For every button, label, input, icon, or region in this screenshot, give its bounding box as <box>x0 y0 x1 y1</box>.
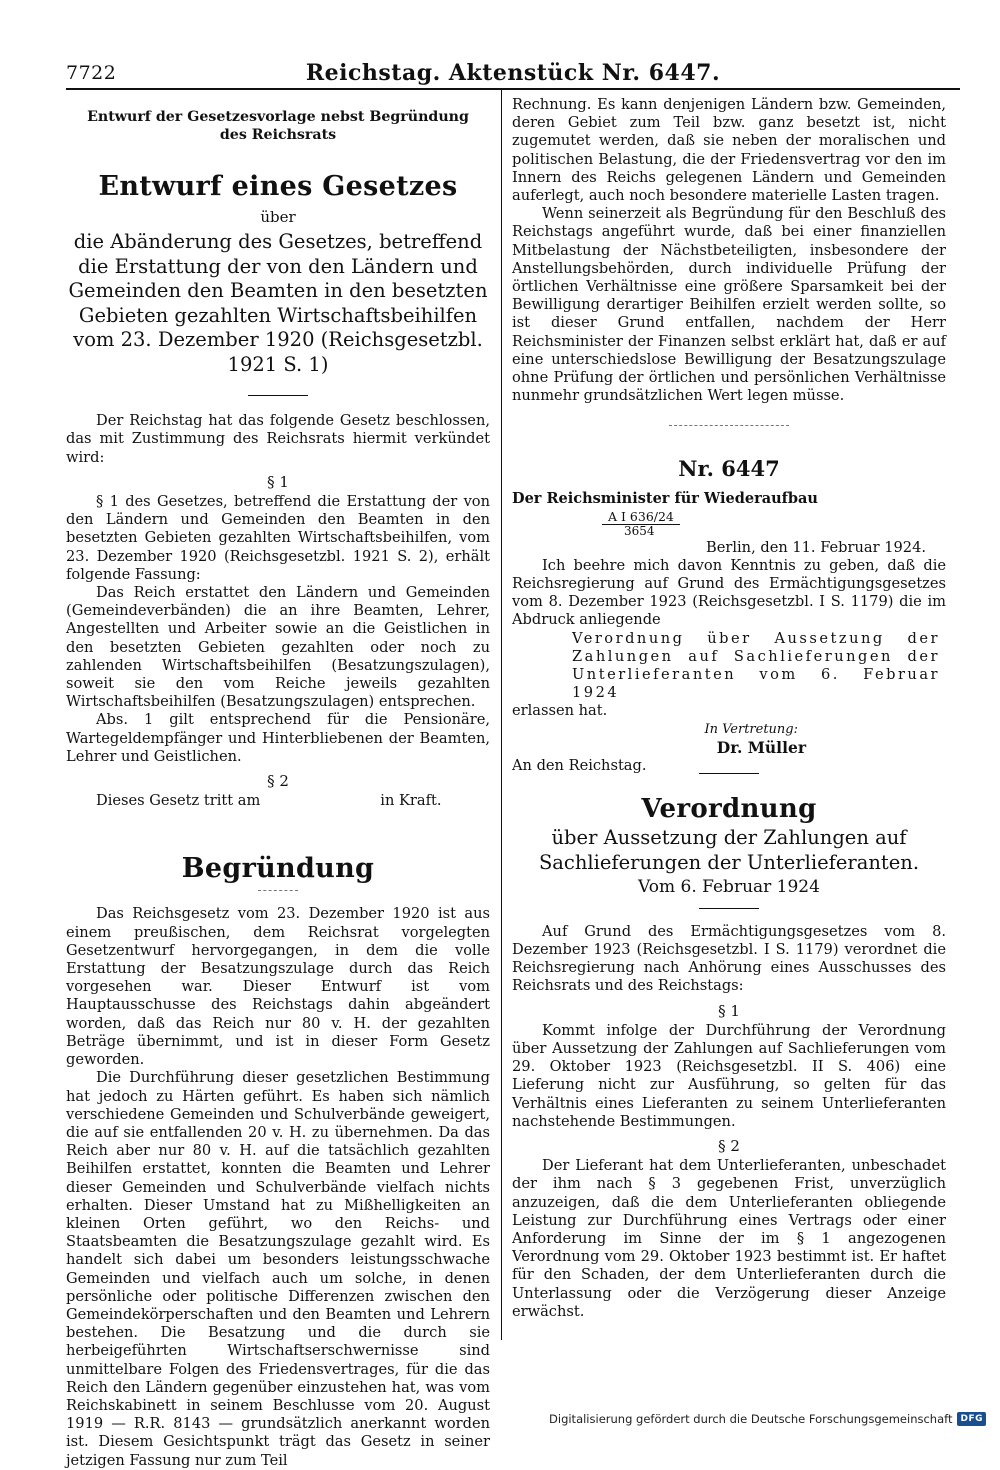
page-header <box>66 58 960 90</box>
signature-name: Dr. Müller <box>716 737 806 757</box>
ministry-name: Der Reichsminister für Wiederaufbau <box>512 490 818 508</box>
begruendung-paragraph-1: Das Reichsgesetz vom 23. Dezember 1920 ist aus einem preußischen, dem Reichsrat vorgelegten Gesetzentwurf hervorgegangen, in dem die volle Erstattung der Besatzungszulage durch das Reich vorgesehen war. Dieser Entwurf ist vom Hauptausschusse des Reichstags dahin abgeändert worden, daß das Reich nur 80 v. H. der gezahlten Beträge übernimmt, und ist in dieser Form Gesetz geworden. <box>66 905 490 1069</box>
letter-text: Ich beehre mich davon Kenntnis zu geben, daß die Reichsregierung auf Grund des Ermächtigungsgesetzes vom 8. Dezember 1923 (Reichsgesetzbl. I S. 1179) die im Abdruck anliegende <box>512 556 946 629</box>
draft-law-title: Entwurf eines Gesetzes <box>98 171 458 202</box>
section-1-heading: § 1 <box>267 472 289 491</box>
document-number: Nr. 6447 <box>678 456 780 482</box>
separator <box>699 908 759 909</box>
ordinance-section-1-heading: § 1 <box>718 1001 740 1020</box>
right-column <box>512 96 946 1321</box>
separator <box>258 890 298 891</box>
column-divider <box>501 90 502 1340</box>
preamble: Der Reichstag hat das folgende Gesetz beschlossen, das mit Zustimmung des Reichsrats hiermit verkündet wird: <box>66 412 490 466</box>
continuation-paragraph-1: Rechnung. Es kann denjenigen Ländern bzw. Gemeinden, deren Gebiet zum Teil bzw. ganz besetzt ist, nicht zugemutet werden, daß sie neben der moralischen und politischen Belastung, die der Friedensvertrag vor den im Innern des Reichs gelegenen Ländern und Gemeinden auferlegt, auch noch besondere materielle Lasten tragen. <box>512 96 946 205</box>
intro-heading: Entwurf der Gesetzesvorlage nebst Begründung des Reichsrats <box>87 109 469 143</box>
begruendung-title: Begründung <box>181 853 375 885</box>
section-1-quote: Das Reich erstattet den Ländern und Gemeinden (Gemeindeverbänden) die an ihre Beamten, Lehrer, Angestellten und Arbeiter sowie an die Geistlichen in den besetzten Gebieten gezahlten oder noch zu zahlenden Wirtschaftsbeihilfen (Besatzungszulagen), soweit sie den vom Reiche jeweils gezahlten Wirtschaftsbeihilfen (Besatzungszulagen) entsprechen. <box>66 584 490 711</box>
letter-quote: Verordnung über Aussetzung der Zahlungen auf Sachlieferungen der Unterlieferanten vom 6. Februar 1924 <box>572 629 940 702</box>
separator <box>699 773 759 774</box>
ordinance-section-2-heading: § 2 <box>718 1137 740 1156</box>
digitization-footer <box>549 1412 986 1426</box>
reference-bottom: 3654 <box>624 523 655 538</box>
law-subject: die Abänderung des Gesetzes, betreffend die Erstattung der von den Ländern und Gemeinden den Beamten in den besetzten Gebieten gezahlten Wirtschaftsbeihilfen vom 23. Dezember 1920 (Reichsgesetzbl. 1921 S. 1) <box>68 230 488 376</box>
separator <box>248 395 308 396</box>
footer-credit: Digitalisierung gefördert durch die Deutsche Forschungsgemeinschaft <box>549 1412 953 1426</box>
addressee: An den Reichstag. <box>512 757 647 775</box>
begruendung-paragraph-2: Die Durchführung dieser gesetzlichen Bestimmung hat jedoch zu Härten geführt. Es haben sich nämlich verschiedene Gemeinden und Schulverbände geweigert, die auf sie entfallenden 20 v. H. zu übernehmen. Da das Reich aber nur 80 v. H. auf die tatsächlich gezahlten Beihilfen erstattet, konnten die Beamten und Lehrer dieser Gemeinden und Schulverbände vielfach nichts erhalten. Dieser Umstand hat zu Mißhelligkeiten an kleinen Orten geführt, wo den Reichs- und Staatsbeamten die Besatzungszulage gezahlt wird. Es handelt sich dabei um besonders leistungsschwache Gemeinden und vielfach auch um solche, in denen persönliche oder politische Differenzen zwischen den Gemeindekörperschaften und den Beamten und Lehrern bestehen. Die Besatzung und die durch sie herbeigeführten Wirtschaftserschwernisse sind unmittelbare Folgen des Friedensvertrages, für die das Reich den Ländern gegenüber einzustehen hat, was vom Reichskabinett in seinem Beschlusse vom 20. August 1919 — R.R. 8143 — grundsätzlich anerkannt worden ist. Diesem Gesichtspunkt trägt das Gesetz in seiner jetzigen Fassung nur zum Teil <box>66 1069 490 1469</box>
signature-role: In Vertretung: <box>704 721 798 737</box>
reference-top <box>512 509 946 524</box>
dfg-logo-icon: DFG <box>957 1412 986 1426</box>
section-1-text: § 1 des Gesetzes, betreffend die Erstattung der von den Ländern und Gemeinden den Beamten in den besetzten Gebieten gezahlten Wirtschaftsbeihilfen, vom 23. Dezember 1920 (Reichsgesetzbl. 1921 S. 2), erhält folgende Fassung: <box>66 493 490 583</box>
ordinance-section-2-text: Der Lieferant hat dem Unterlieferanten, unbeschadet der ihm nach § 3 gegebenen Frist, unverzüglich anzuzeigen, daß die dem Unterlieferanten obliegende Leistung zur Durchführung eines Vertrags oder einer Anforderung im Sinne der im § 1 angezogenen Verordnung vom 29. Oktober 1923 bestimmt ist. Er haftet für den Schaden, der dem Unterlieferanten durch die Unterlassung oder die Verzögerung dieser Anzeige erwächst. <box>512 1157 946 1320</box>
section-1-abs: Abs. 1 gilt entsprechend für die Pensionäre, Wartegeldempfänger und Hinterbliebenen der Beamten, Lehrer und Geistlichen. <box>66 711 490 765</box>
ordinance-subject: über Aussetzung der Zahlungen auf Sachlieferungen der Unterlieferanten. <box>538 826 920 874</box>
place-date: Berlin, den 11. Februar 1924. <box>706 538 926 556</box>
letter-end: erlassen hat. <box>512 702 608 720</box>
ordinance-title: Verordnung <box>641 794 817 825</box>
page-number: 7722 <box>66 62 117 84</box>
section-2-text <box>66 792 490 810</box>
section-2-text-start: Dieses Gesetz tritt am <box>96 792 261 810</box>
section-2-heading: § 2 <box>267 772 289 791</box>
left-column <box>66 96 490 1470</box>
separator <box>669 425 789 426</box>
section-2-text-end: in Kraft. <box>380 792 442 810</box>
running-title: Reichstag. Aktenstück Nr. 6447. <box>305 60 721 86</box>
ordinance-preamble: Auf Grund des Ermächtigungsgesetzes vom 8. Dezember 1923 (Reichsgesetzbl. I S. 1179) verordnet die Reichsregierung nach Anhörung eines Ausschusses des Reichsrats und des Reichstags: <box>512 922 946 995</box>
uber-label: über <box>260 208 296 226</box>
continuation-paragraph-2: Wenn seinerzeit als Begründung für den Beschluß des Reichstags angeführt wurde, daß bei einer finanziellen Mitbelastung der Nächstbeteiligten, insbesondere der Anstellungsbehörden, durch individuelle Prüfung der örtlichen Verhältnisse eine größere Sparsamkeit bei der Bewilligung derartiger Beihilfen erzielt werden sollte, so ist dieser Grund entfallen, nachdem der Herr Reichsminister der Finanzen selbst erklärt hat, daß er auf eine unterschiedslose Bewilligung der Besatzungszulage ohne Prüfung der örtlichen und persönlichen Verhältnisse nunmehr grundsätzlichen Wert legen müsse. <box>512 205 946 405</box>
reference-top-text: A I 636/24 <box>602 509 680 525</box>
ordinance-section-1-text: Kommt infolge der Durchführung der Verordnung über Aussetzung der Zahlungen auf Sachlieferungen vom 29. Oktober 1923 (Reichsgesetzbl. II S. 406) eine Lieferung nicht zur Ausführung, so gelten für das Verhältnis eines Lieferanten zu seinem Unterlieferanten nachstehende Bestimmungen. <box>512 1021 946 1130</box>
ordinance-date: Vom 6. Februar 1924 <box>638 877 820 898</box>
